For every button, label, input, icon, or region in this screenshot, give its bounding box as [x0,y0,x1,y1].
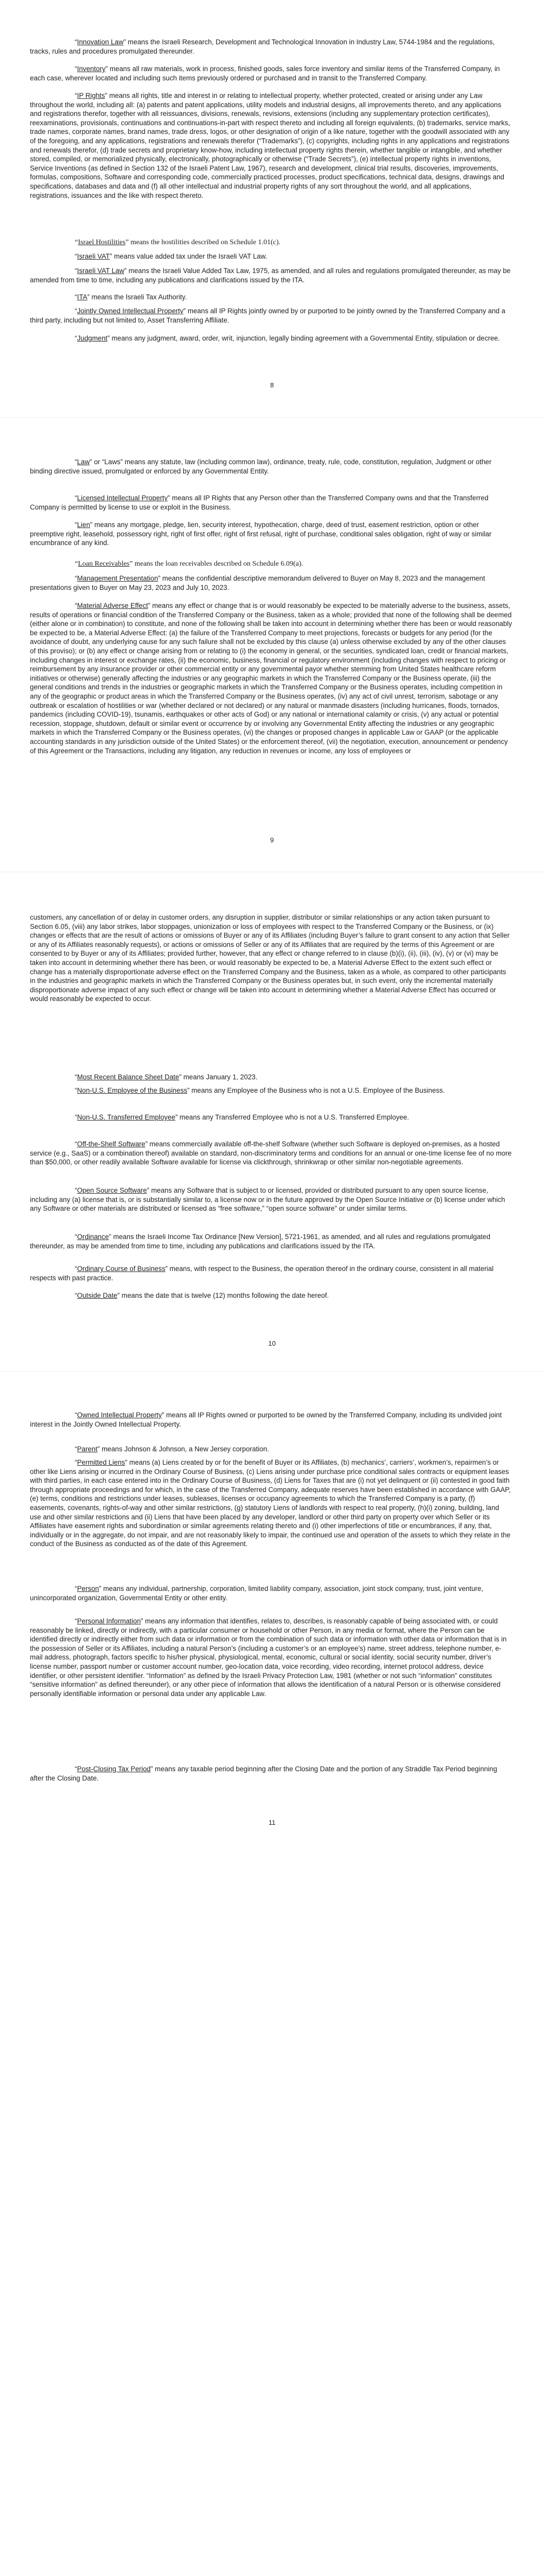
definition-paragraph: “Loan Receivables” means the loan receivables described on Schedule 6.09(a). [75,560,303,568]
defined-term: Non-U.S. Employee of the Business [77,1087,188,1094]
definition-paragraph: “Owned Intellectual Property” means all IP Rights owned or purported to be owned by the Transferred Company, including its undivided joint interest in the Jointly Owned Intellectual Property. [30,1411,502,1428]
definition-paragraph: “Material Adverse Effect” means any effect or change that is or would reasonably be expected to be materially adverse to the business, assets, results of operations or financial condition of the Transferred Company or the Business, taken as a whole; provided that none of the following shall be deemed (either alone or in combination) to constitute, and none of the following shall be taken into account in determining whether there has been or would reasonably be expected to be, a Material Adverse Effect: (a) the failure of the Transferred Company to meet projections, forecasts or budgets for any period (for the avoidance of doubt, any underlying cause for any such failure shall not be excluded by this clause (a) unless otherwise excluded by any of the other clauses of this proviso); or (b) any effect or change arising from or relating to (i) the economy in general, or the securities, syndicated loan, credit or financial markets, including changes in interest or exchange rates, (ii) the economic, business, financial or regulatory environment (including changes with respect to pricing or reimbursement by any insurance provider or other commercial entity or any governmental payor whether stemming from United States healthcare reform initiatives or otherwise) generally affecting the industries or any geographic markets in which the Transferred Company or the Business operate, (iii) the general conditions and trends in the industries or geographic markets in which the Transferred Company or the Business operates, including competition in any of the geographic or product areas in which the Transferred Company or the Business operates, (iv) any act of civil unrest, terrorism, sabotage or any outbreak or escalation of hostilities or war (whether declared or not declared) or any natural or manmade disasters (including hurricanes, floods, tornados, pandemics (including COVID-19), tsunamis, earthquakes or other acts of God) or any national or international calamity or crisis, (v) any actual or potential recession, stoppage, shutdown, default or similar event or occurrence by or involving any Governmental Entity affecting the industries or any geographic markets in which the Transferred Company or the Business operates, (vi) the changes or proposed changes in applicable Law or GAAP (or the applicable accounting standards in any jurisdiction outside of the United States) or the enforcement thereof, (vii) the negotiation, execution, announcement or pendency of this Agreement or the Transactions, including any litigation, any reduction in revenues or income, any loss of employees or [30,602,512,755]
defined-term: Loan Receivables [78,560,130,568]
page-divider [0,417,544,418]
defined-term: Parent [77,1445,97,1453]
definition-paragraph: “Licensed Intellectual Property” means all IP Rights that any Person other than the Transferred Company owns and that the Transferred Company is permitted by license to use or exploit in the Business. [30,494,489,511]
page-number: 8 [270,381,274,389]
defined-term: Israeli VAT Law [77,267,125,275]
definition-paragraph: “Permitted Liens” means (a) Liens created by or for the benefit of Buyer or its Affiliates, (b) mechanics’, carriers’, workmen’s, repairmen’s or other like Liens arising or incurred in the Ordinary Course of Business, (c) Liens arising under purchase price conditional sales contracts or equipment leases with third parties, in each case entered into in the Ordinary Course of Business, (d) Liens for Taxes that are (i) not yet delinquent or (ii) contested in good faith through appropriate proceedings and for which, in the case of the Transferred Company, adequate reserves have been established in accordance with GAAP, (e) terms, conditions and restrictions under leases, subleases, licenses or occupancy agreements to which the Transferred Company is a party, (f) easements, covenants, rights-of-way and other similar restrictions, (g) statutory Liens of landlords with respect to real property, (h)(i) zoning, building, land use and other similar restrictions and (ii) Liens that have been placed by any developer, landlord or other third party on property over which Seller or its Affiliates have easement rights and subordination or similar agreements relating thereto and (i) other imperfections of title or encumbrances, if any, that, individually or in the aggregate, do not impair, and are not reasonably likely to impair, the continued use and operation of the assets to which they relate in the conduct of the Business as conducted as of the date of this Agreement. [30,1459,511,1548]
defined-term: Licensed Intellectual Property [77,494,168,502]
definition-paragraph: “Non-U.S. Employee of the Business” means any Employee of the Business who is not a U.S. Employee of the Business. [75,1087,445,1094]
definition-paragraph: “Parent” means Johnson & Johnson, a New Jersey corporation. [75,1445,269,1453]
defined-term: Outside Date [77,1292,118,1299]
defined-term: Inventory [77,65,106,73]
definition-paragraph: “Innovation Law” means the Israeli Research, Development and Technological Innovation in Industry Law, 5744-1984 and the regulations, tracks, rules and procedures promulgated thereunder. [30,38,495,55]
defined-term: Post-Closing Tax Period [77,1765,151,1773]
definition-paragraph: “Jointly Owned Intellectual Property” means all IP Rights jointly owned by or purported to be jointly owned by the Transferred Company and a third party, including but not limited to, Asset Transferring Affiliate. [30,307,505,324]
definition-paragraph: “Israeli VAT Law” means the Israeli Value Added Tax Law, 1975, as amended, and all rules and regulations promulgated thereunder, as may be amended from time to time, including any publications and clarifications issued by the ITA. [30,267,511,284]
defined-term: Ordinance [77,1233,109,1241]
definition-paragraph: customers, any cancellation of or delay in customer orders, any disruption in supplier, distributor or similar relationships or any action taken pursuant to Section 6.05, (viii) any labor strikes, labor stoppages, unionization or loss of employees with respect to the Transferred Company or the Business, or (ix) changes or effects that are the result of actions or omissions of Buyer or any of its Affiliates (including Buyer’s failure to grant consent to any action that Seller or any of its Affiliates reasonably requests), or actions or omissions of Seller or any of its Affiliates that are required by the terms of this Agreement or are consented to by Buyer or any of its Affiliates; provided further, however, that any effect or change referred to in clause (b)(i), (ii), (iii), (iv), (v) or (vi) may be taken into account in determining whether there has been, or would reasonably be expected to be, a Material Adverse Effect to the extent such effect or change has a materially disproportionate adverse effect on the Transferred Company and the Business, taken as a whole, as compared to other participants in the industries and geographic markets in which the Transferred Company or the Business operates but, in such event, only the incremental materially disproportionate adverse impact of any such effect or change will be taken into account in determining whether a Material Adverse Effect has occurred or would reasonably be expected to occur. [30,913,510,1003]
definition-paragraph: “Outside Date” means the date that is twelve (12) months following the date hereof. [75,1292,329,1299]
definition-paragraph: “Off-the-Shelf Software” means commercially available off-the-shelf Software (whether such Software is deployed on-premises, as a hosted service (e.g., SaaS) or a combination thereof) available on standard, non-discriminatory terms and conditions for an annual or one-time license fee of no more than $50,000, or other readily available Software available for license via clickthrough, shrinkwrap or other similar non-negotiable agreements. [30,1140,512,1166]
page-number: 11 [268,1819,276,1826]
defined-term: Management Presentation [77,574,158,582]
definition-paragraph: “Open Source Software” means any Software that is subject to or licensed, provided or distributed pursuant to any open source license, including any (a) license that is, or is substantially similar to, a license now or in the future approved by the Open Source Initiative or (b) license under which any Software or other materials are distributed or licensed as “free software,” “open source software” or under similar terms. [30,1187,505,1213]
definition-paragraph: “Inventory” means all raw materials, work in process, finished goods, sales force inventory and similar items of the Transferred Company, in each case, wherever located and including such items previously ordered or purchased and in transit to the Transferred Company. [30,65,500,82]
definition-paragraph: “Law” or “Laws” means any statute, law (including common law), ordinance, treaty, rule, code, constitution, regulation, Judgment or other binding directive issued, promulgated or enforced by any Governmental Entity. [30,458,492,475]
defined-term: Law [77,458,90,466]
definition-paragraph: “IP Rights” means all rights, title and interest in or relating to intellectual property, whether protected, created or arising under any Law throughout the world, including all: (a) patents and patent applications, utility models and industrial designs, all improvements thereto, and any applications and registrations therefor, together with all reissuances, divisions, renewals, revisions, extensions (including any supplementary protection certificates), reexaminations, provisionals, continuations and continuations-in-part with respect thereto and including all foreign equivalents, (b) trademarks, service marks, trade names, corporate names, brand names, trade dress, logos, or other designation of origin of a like nature, together with the goodwill associated with any of the foregoing, and any applications, registrations and renewals therefor (“Trademarks”), (c) copyrights, including rights in any applications and registrations and renewals therefor, (d) trade secrets and proprietary know-how, including intellectual property rights therein, whether tangible or intangible, and whether stored, compiled, or memorialized physically, electronically, photographically or otherwise (“Trade Secrets”), (e) intellectual property rights in inventions, Service Inventions (as defined in Section 132 of the Israeli Patent Law, 1967), research and development, clinical trial results, discoveries, improvements, formulas, compositions, Software and corresponding code, commercially practiced processes, product specifications, technical data, designs, drawings and specifications, databases and data and (f) all other intellectual and industrial property rights of any sort throughout the world, and all applications, registrations, issuances and the like with respect thereto. [30,92,510,199]
defined-term: Person [77,1585,99,1592]
definition-paragraph: “Ordinary Course of Business” means, with respect to the Business, the operation thereof in the ordinary course, consistent in all material respects with past practice. [30,1265,494,1282]
defined-term: Material Adverse Effect [77,602,148,609]
defined-term: Innovation Law [77,38,124,46]
definition-paragraph: “Personal Information” means any information that identifies, relates to, describes, is reasonably capable of being associated with, or could reasonably be linked, directly or indirectly, with a particular consumer or household or other Person, in any media or format, where the Person can be identified directly or indirectly either from such data or information or from the combination of such data or information with other data or information that is in the possession of Seller or its Affiliates, including a natural Person’s (including a customer’s or an employee’s) name, street address, telephone number, e-mail address, photograph, factors specific to his/her physical, physiological, mental, economic, cultural or social identity, social security number, driver’s license number, passport number or customer account number, geo-location data, voice recording, video recording, internet protocol address, device identifier, or other persistent identifier. “Information” as defined by the Israeli Privacy Protection Law, 1981 (whether or not such “information” constitutes “sensitive information” as defined thereunder), or any other piece of information that allows the identification of a natural Person or is otherwise considered personally identifiable information or personal data under any applicable Law. [30,1617,507,1698]
defined-term: Permitted Liens [77,1459,125,1466]
definition-paragraph: “Israel Hostilities” means the hostilities described on Schedule 1.01(c). [75,239,281,246]
defined-term: Open Source Software [77,1187,147,1194]
defined-term: IP Rights [77,92,105,99]
defined-term: Owned Intellectual Property [77,1411,162,1419]
definition-paragraph: “Ordinance” means the Israeli Income Tax Ordinance [New Version], 5721-1961, as amended, and all rules and regulations promulgated thereunder, as may be amended from time to time, including any publications and clarifications issued by the ITA. [30,1233,490,1250]
defined-term: Israeli VAT [77,252,110,260]
definition-paragraph: “Lien” means any mortgage, pledge, lien, security interest, hypothecation, charge, deed of trust, easement restriction, option or other preemptive right, leasehold, possessory right, right of first offer, right of first refusal, right of purchase, conditional sales obligation, right of way or similar encumbrance of any kind. [30,521,492,547]
definition-paragraph: “Judgment” means any judgment, award, order, writ, injunction, legally binding agreement with a Governmental Entity, stipulation or decree. [75,334,500,342]
page-divider [0,1371,544,1372]
defined-term: Lien [77,521,90,529]
page-number: 10 [268,1340,276,1347]
defined-term: Most Recent Balance Sheet Date [77,1073,179,1081]
definition-paragraph: “Person” means any individual, partnership, corporation, limited liability company, association, joint stock company, trust, joint venture, unincorporated organization, Governmental Entity or other entity. [30,1585,484,1602]
definition-paragraph: “Management Presentation” means the confidential descriptive memorandum delivered to Buyer on May 8, 2023 and the management presentations given to Buyer on May 23, 2023 and July 10, 2023. [30,574,485,591]
defined-term: Israel Hostilities [78,239,126,246]
definition-paragraph: “ITA” means the Israeli Tax Authority. [75,293,187,301]
defined-term: Jointly Owned Intellectual Property [77,307,184,315]
page-number: 9 [270,836,274,844]
definition-paragraph: “Non-U.S. Transferred Employee” means any Transferred Employee who is not a U.S. Transferred Employee. [75,1113,409,1121]
defined-term: Ordinary Course of Business [77,1265,166,1273]
defined-term: Off-the-Shelf Software [77,1140,145,1148]
defined-term: Personal Information [77,1617,141,1625]
defined-term: Non-U.S. Transferred Employee [77,1113,175,1121]
defined-term: ITA [77,293,88,301]
definition-paragraph: “Post-Closing Tax Period” means any taxable period beginning after the Closing Date and the portion of any Straddle Tax Period beginning after the Closing Date. [30,1765,498,1782]
definition-paragraph: “Israeli VAT” means value added tax under the Israeli VAT Law. [75,252,268,260]
defined-term: Judgment [77,334,108,342]
definition-paragraph: “Most Recent Balance Sheet Date” means January 1, 2023. [75,1073,258,1081]
